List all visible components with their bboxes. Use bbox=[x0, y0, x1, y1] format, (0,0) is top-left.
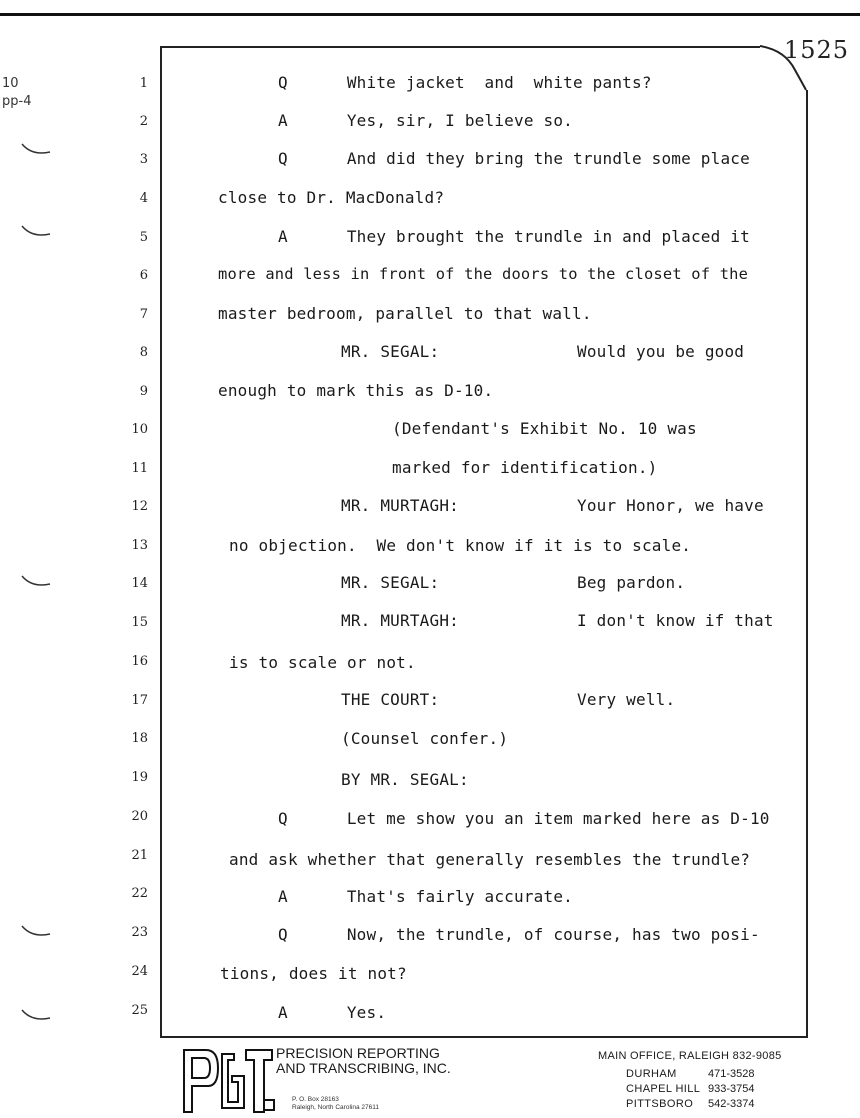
line-number: 23 bbox=[131, 925, 148, 940]
office-city: DURHAM bbox=[626, 1068, 677, 1080]
transcript-line: A They brought the trundle in and placed it bbox=[278, 227, 750, 246]
line-number: 13 bbox=[131, 538, 148, 553]
transcript-line: A Yes, sir, I believe so. bbox=[278, 111, 573, 130]
transcript-line: MR. MURTAGH: Your Honor, we have bbox=[341, 496, 764, 515]
line-number: 12 bbox=[131, 499, 148, 514]
line-number: 22 bbox=[131, 886, 148, 901]
company-address bbox=[292, 1096, 379, 1112]
line-number: 9 bbox=[139, 384, 148, 399]
transcript-line: no objection. We don't know if it is to scale. bbox=[229, 536, 692, 555]
transcript-line: MR. SEGAL: Would you be good bbox=[341, 342, 745, 361]
line-number: 25 bbox=[131, 1003, 148, 1018]
line-number: 16 bbox=[131, 654, 148, 669]
transcript-line: more and less in front of the doors to the closet of the bbox=[218, 265, 749, 283]
address-line2: Raleigh, North Carolina 27611 bbox=[292, 1104, 379, 1111]
line-number: 8 bbox=[139, 345, 148, 360]
page-number: 1525 bbox=[784, 36, 850, 64]
line-number: 18 bbox=[131, 731, 148, 746]
transcript-line: tions, does it not? bbox=[220, 964, 407, 983]
transcript-line: Q And did they bring the trundle some place bbox=[278, 149, 750, 168]
binder-hole-mark bbox=[20, 572, 54, 590]
margin-note-volume: 10 bbox=[2, 76, 19, 91]
office-phone: 542-3374 bbox=[708, 1098, 755, 1110]
line-number: 15 bbox=[131, 615, 148, 630]
office-city: CHAPEL HILL bbox=[626, 1083, 701, 1095]
transcript-line: THE COURT: Very well. bbox=[341, 690, 676, 709]
line-number: 11 bbox=[131, 461, 148, 476]
transcript-line: (Defendant's Exhibit No. 10 was bbox=[392, 419, 697, 438]
transcript-line: Q Let me show you an item marked here as D-10 bbox=[278, 809, 770, 828]
company-name bbox=[276, 1046, 451, 1076]
line-number: 21 bbox=[131, 848, 148, 863]
company-name-line1: PRECISION REPORTING bbox=[276, 1045, 440, 1061]
line-number: 7 bbox=[139, 307, 148, 322]
top-border-line bbox=[0, 13, 860, 16]
line-number: 20 bbox=[131, 809, 148, 824]
transcript-line: MR. MURTAGH: I don't know if that bbox=[341, 611, 774, 630]
transcript-line: Q Now, the trundle, of course, has two posi- bbox=[278, 925, 760, 944]
line-number: 1 bbox=[139, 76, 148, 91]
transcript-line: A That's fairly accurate. bbox=[278, 887, 573, 906]
binder-hole-mark bbox=[20, 140, 54, 158]
company-logo bbox=[178, 1046, 278, 1114]
line-number: 2 bbox=[139, 114, 148, 129]
transcript-line: is to scale or not. bbox=[229, 653, 416, 672]
line-number: 24 bbox=[131, 964, 148, 979]
margin-note-pages: pp-4 bbox=[2, 94, 32, 109]
office-city: PITTSBORO bbox=[626, 1098, 694, 1110]
line-number: 3 bbox=[139, 152, 148, 167]
transcript-line: BY MR. SEGAL: bbox=[341, 770, 469, 789]
transcript-line: A Yes. bbox=[278, 1003, 387, 1022]
line-number: 5 bbox=[139, 230, 148, 245]
frame-top-edge bbox=[160, 46, 760, 48]
line-number: 6 bbox=[139, 268, 148, 283]
binder-hole-mark bbox=[20, 222, 54, 240]
transcript-line: Q White jacket and white pants? bbox=[278, 73, 652, 92]
transcript-line: marked for identification.) bbox=[392, 458, 658, 477]
transcript-line: master bedroom, parallel to that wall. bbox=[218, 304, 592, 323]
line-number: 19 bbox=[131, 770, 148, 785]
transcript-line: and ask whether that generally resembles the trundle? bbox=[229, 850, 751, 869]
line-number: 4 bbox=[139, 191, 148, 206]
office-phone: 471-3528 bbox=[708, 1068, 755, 1080]
main-office: MAIN OFFICE, RALEIGH 832-9085 bbox=[598, 1050, 782, 1062]
office-phone: 933-3754 bbox=[708, 1083, 755, 1095]
transcript-line: MR. SEGAL: Beg pardon. bbox=[341, 573, 686, 592]
company-name-line2: AND TRANSCRIBING, INC. bbox=[276, 1060, 451, 1076]
binder-hole-mark bbox=[20, 1006, 54, 1024]
transcript-line: enough to mark this as D-10. bbox=[218, 381, 494, 400]
line-number: 17 bbox=[131, 693, 148, 708]
line-number: 10 bbox=[131, 422, 148, 437]
binder-hole-mark bbox=[20, 922, 54, 940]
transcript-line: close to Dr. MacDonald? bbox=[218, 188, 445, 207]
transcript-line: (Counsel confer.) bbox=[341, 729, 509, 748]
address-line1: P. O. Box 28163 bbox=[292, 1096, 339, 1103]
frame-right-edge bbox=[806, 90, 808, 1038]
line-number: 14 bbox=[131, 576, 148, 591]
